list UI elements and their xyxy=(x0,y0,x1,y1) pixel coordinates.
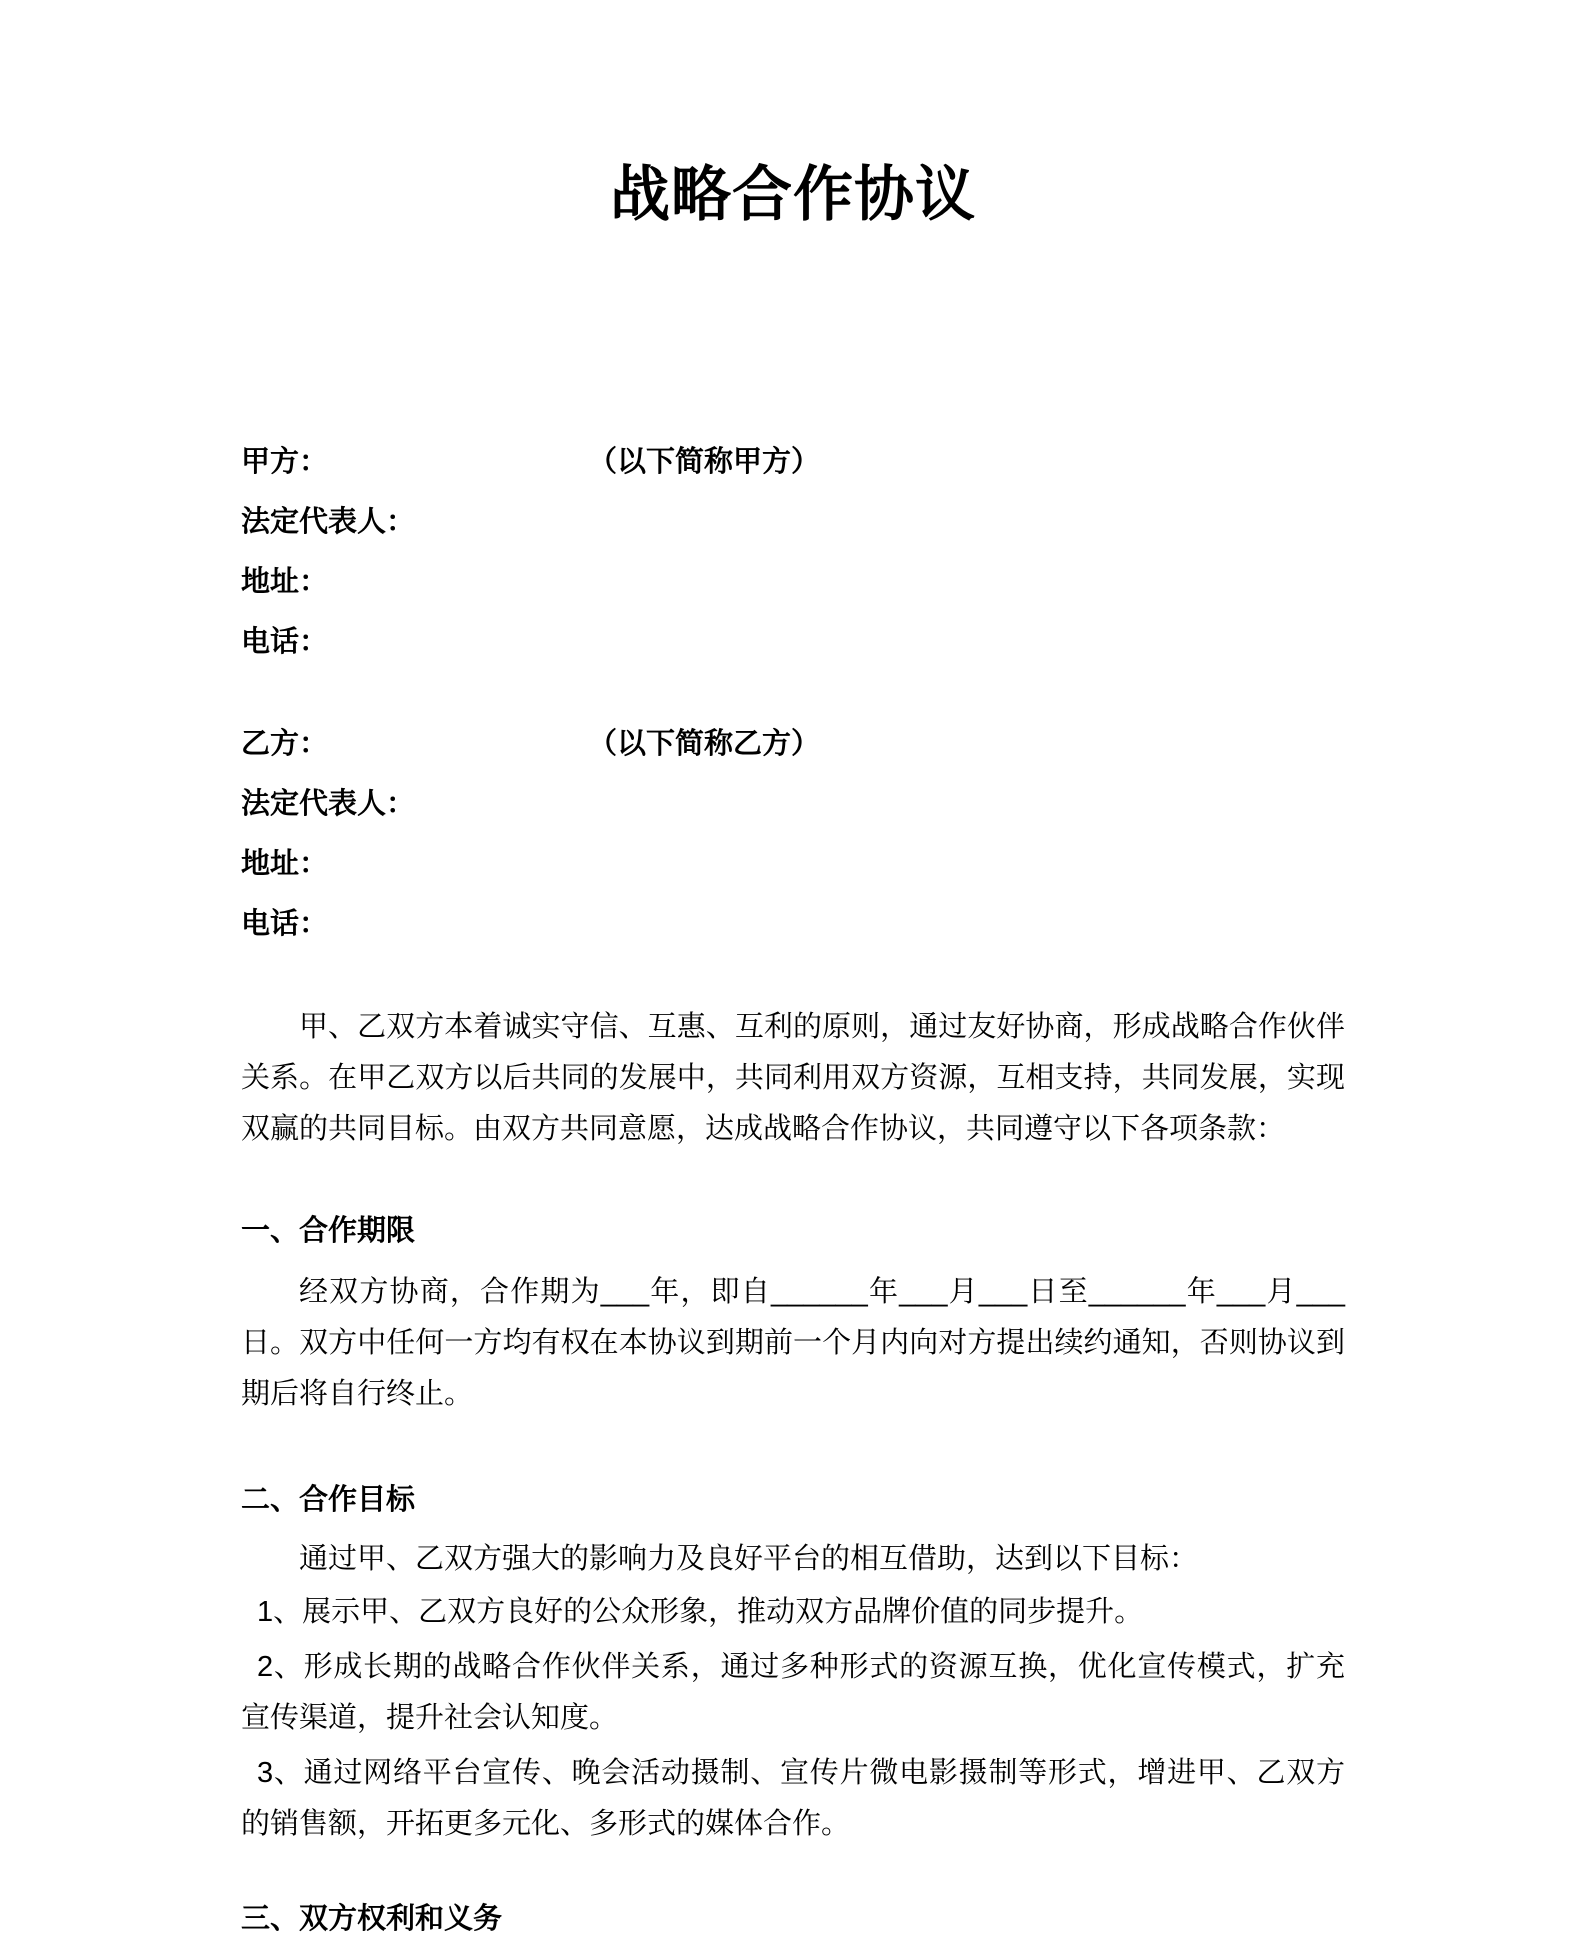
section-1-paragraph: 经双方协商，合作期为___年，即自______年___月___日至______年___月___日。双方中任何一方均有权在本协议到期前一个月内向对方提出续约通知，否则协议到期后将自行终止。 xyxy=(241,1276,1345,1411)
party-b-name-note: （以下简称乙方） xyxy=(588,728,821,761)
party-b-name-line xyxy=(241,726,1345,762)
party-a-address-label: 地址： xyxy=(241,566,329,599)
party-b-name-label: 乙方： xyxy=(241,728,329,761)
section-2-intro-paragraph: 通过甲、乙双方强大的影响力及良好平台的相互借助，达到以下目标： xyxy=(299,1543,1199,1576)
party-a-legal-rep-label: 法定代表人： xyxy=(241,506,416,539)
section-2-heading: 二、合作目标 xyxy=(241,1484,416,1517)
party-b-legal-rep-line xyxy=(241,786,1345,822)
section-2-item-1: 1、展示甲、乙双方良好的公众形象，推动双方品牌价值的同步提升。 xyxy=(256,1596,1144,1629)
party-a-address-line xyxy=(241,564,1345,600)
section-1-heading: 一、合作期限 xyxy=(241,1215,416,1248)
party-b-phone-label: 电话： xyxy=(241,908,329,941)
party-a-name-line xyxy=(241,444,1345,480)
party-b-phone-line xyxy=(241,906,1345,942)
document-title: 战略合作协议 xyxy=(610,161,976,229)
preamble-paragraph: 甲、乙双方本着诚实守信、互惠、互利的原则，通过友好协商，形成战略合作伙伴关系。在甲乙双方以后共同的发展中，共同利用双方资源，互相支持，共同发展，实现双赢的共同目标。由双方共同意愿，达成战略合作协议，共同遵守以下各项条款： xyxy=(241,1011,1345,1146)
party-b-address-label: 地址： xyxy=(241,848,329,881)
section-3-heading: 三、双方权利和义务 xyxy=(241,1903,503,1936)
party-a-phone-label: 电话： xyxy=(241,626,329,659)
party-a-name-label: 甲方： xyxy=(241,446,329,479)
party-a-block xyxy=(241,444,1345,660)
party-a-legal-rep-line xyxy=(241,504,1345,540)
party-b-block xyxy=(241,726,1345,942)
section-2-item-3: 3、通过网络平台宣传、晚会活动摄制、宣传片微电影摄制等形式，增进甲、乙双方的销售额，开拓更多元化、多形式的媒体合作。 xyxy=(241,1757,1345,1841)
section-2-item-2: 2、形成长期的战略合作伙伴关系，通过多种形式的资源互换，优化宣传模式，扩充宣传渠道，提升社会认知度。 xyxy=(241,1651,1345,1735)
party-b-legal-rep-label: 法定代表人： xyxy=(241,788,416,821)
party-b-address-line xyxy=(241,846,1345,882)
party-a-name-note: （以下简称甲方） xyxy=(588,446,821,479)
party-a-phone-line xyxy=(241,624,1345,660)
